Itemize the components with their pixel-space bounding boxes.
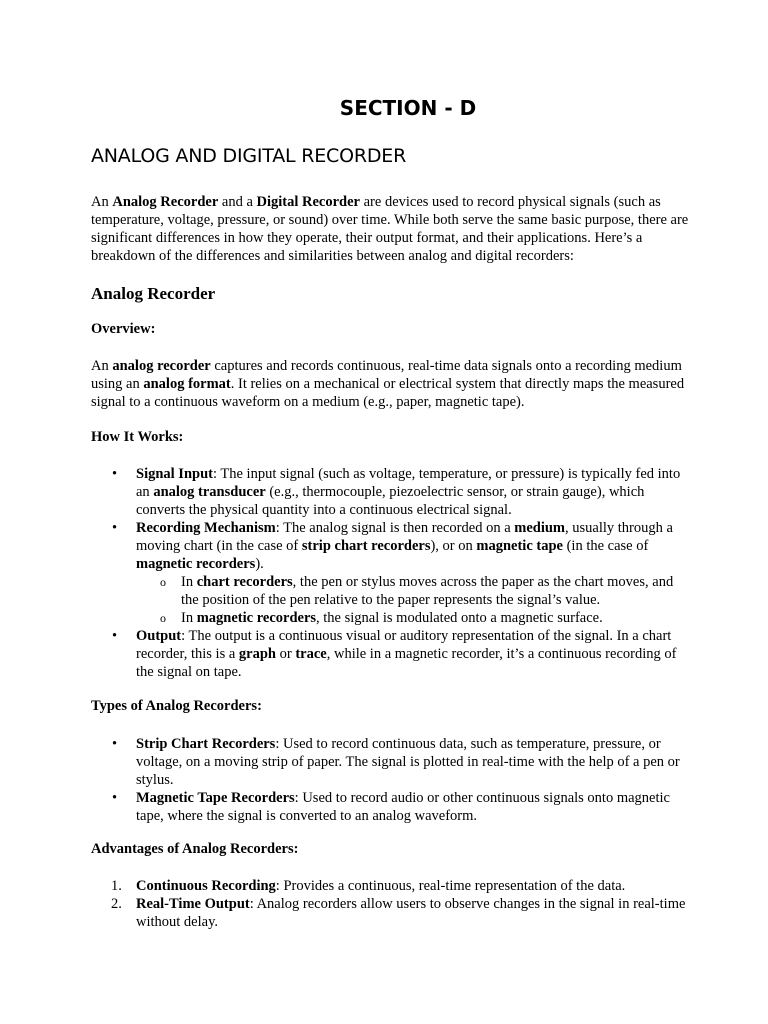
how-it-works-list	[91, 465, 691, 681]
sub-list-item: o In magnetic recorders, the signal is modulated onto a magnetic surface.	[160, 610, 603, 626]
list-item: • Signal Input: The input signal (such as voltage, temperature, or pressure) is typically fed into an analog transducer (e.g., thermocouple, piezoelectric sensor, or strain gauge), which converts the physical quantity into a continuous electrical signal.	[112, 466, 681, 518]
advantages-heading: Advantages of Analog Recorders:	[91, 841, 299, 857]
bullet-icon: •	[112, 520, 118, 536]
analog-recorder-heading: Analog Recorder	[91, 284, 216, 303]
hollow-bullet-icon: o	[160, 575, 166, 589]
list-item: • Magnetic Tape Recorders: Used to record audio or other continuous signals onto magnetic tape, where the signal is converted to an analog waveform.	[112, 790, 670, 824]
overview-paragraph: An analog recorder captures and records continuous, real-time data signals onto a recording medium using an analog format. It relies on a mechanical or electrical system that directly maps the measured signal to a continuous waveform on a medium (e.g., paper, magnetic tape).	[91, 358, 685, 410]
overview-heading: Overview:	[91, 321, 156, 337]
bullet-icon: •	[112, 790, 118, 806]
types-list	[91, 735, 691, 825]
list-item: • Recording Mechanism: The analog signal is then recorded on a medium, usually through a moving chart (in the case of strip chart recorders), or on magnetic tape (in the case of magnetic recorders). o In chart recorders, the pen or stylus moves across the paper as the chart moves, and the position of the pen relative to the paper represents the signal’s value. o In magnetic recorders, the signal is modulated onto a magnetic surface.	[91, 519, 691, 627]
list-item: • Output: The output is a continuous visual or auditory representation of the signal. In a chart recorder, this is a graph or trace, while in a magnetic recorder, it’s a continuous recording of the signal on tape.	[112, 628, 677, 680]
list-item: 1. Continuous Recording: Provides a continuous, real-time representation of the data.	[111, 878, 626, 894]
advantages-list	[91, 877, 691, 931]
how-it-works-heading: How It Works:	[91, 429, 184, 445]
bullet-icon: •	[112, 466, 118, 482]
types-heading: Types of Analog Recorders:	[91, 698, 262, 714]
sub-list-item: o In chart recorders, the pen or stylus moves across the paper as the chart moves, and the position of the pen relative to the paper represents the signal’s value.	[160, 574, 674, 608]
list-item: • Strip Chart Recorders: Used to record continuous data, such as temperature, pressure, or voltage, on a moving strip of paper. The signal is plotted in real-time with the help of a pen or stylus.	[112, 736, 680, 788]
list-item: 2. Real-Time Output: Analog recorders allow users to observe changes in the signal in real-time without delay.	[111, 896, 686, 930]
bullet-icon: •	[112, 628, 118, 644]
list-number: 2.	[111, 896, 122, 912]
sub-list	[136, 573, 691, 627]
list-number: 1.	[111, 878, 122, 894]
intro-paragraph: An Analog Recorder and a Digital Recorder are devices used to record physical signals (such as temperature, voltage, pressure, or sound) over time. While both serve the same basic purpose, there are significant differences in how they operate, their output format, and their applications. Here’s a breakdown of the differences and similarities between analog and digital recorders:	[91, 194, 689, 264]
hollow-bullet-icon: o	[160, 611, 166, 625]
bullet-icon: •	[112, 736, 118, 752]
document-title: ANALOG AND DIGITAL RECORDER	[91, 145, 407, 167]
section-title: SECTION - D	[339, 96, 477, 120]
